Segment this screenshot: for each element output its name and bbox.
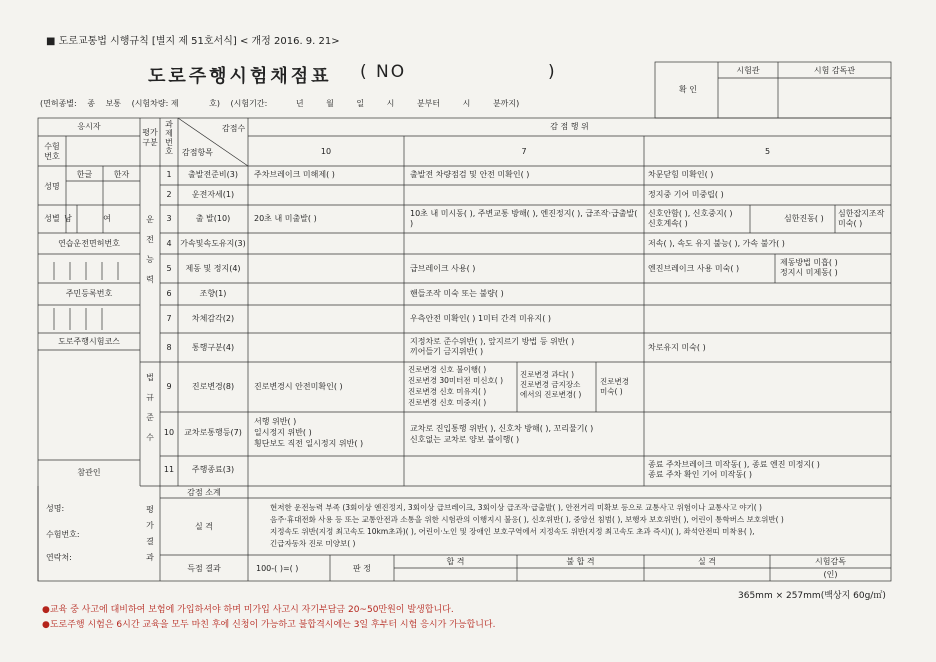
row-3-p7: 10초 내 미시동( ), 주변교통 방해( ), 엔진정지( ), 급조작·급출발( ) xyxy=(410,209,638,228)
category-driving-ability: 운 전 능 력 xyxy=(146,215,154,284)
bottom-contact-label: 연락처: xyxy=(46,553,72,562)
result-category: 평 가 결 과 xyxy=(146,505,154,562)
footnote-insurance: ●교육 중 사고에 대비하여 보험에 가입하셔야 하며 미가입 사고시 자기부담금 20~50만원이 발생합니다. xyxy=(42,605,454,615)
vehicle-unit: 호) xyxy=(209,99,220,108)
period-from: 분부터 xyxy=(416,99,441,108)
deduction-subtotal-label: 감점 소계 xyxy=(187,488,221,497)
exam-number-label: 수험 번호 xyxy=(44,142,60,161)
form-reference: ■ 도로교통법 시행규칙 [별지 제 51호서식] < 개정 2016. 9. 21> xyxy=(46,36,340,47)
row-3-p5b: 심한진동( ) xyxy=(784,214,824,223)
row-9-p10: 진로변경시 안전미확인( ) xyxy=(254,382,343,391)
gender-male: 남 xyxy=(64,214,72,223)
observer-label: 참관인 xyxy=(77,468,101,477)
hanja-label: 한자 xyxy=(113,170,130,179)
period-year: 년 xyxy=(295,99,304,108)
row-10-p10: 서행 위반( ) 일시정지 위반( ) 횡단보도 직전 일시정지 위반( ) xyxy=(254,417,364,448)
exam-supervisor-label: 시험감독 xyxy=(815,557,846,566)
row-1-p7: 출발전 차량점검 및 안전 미확인( ) xyxy=(410,170,530,179)
row-3-p5: 신호안함( ), 신호중지( ) 신호계속( ) xyxy=(648,209,733,228)
row-7-no: 7 xyxy=(166,314,172,323)
row-6-item: 조향(1) xyxy=(199,289,227,298)
gender-female: 여 xyxy=(103,214,111,223)
deduction-points-header: 감점수 xyxy=(222,124,246,133)
row-1-p5: 차문닫힘 미확인( ) xyxy=(648,170,714,179)
category-rule-compliance: 법 규 준 수 xyxy=(146,373,154,442)
row-8-p7: 지정차로 준수위반( ), 앞지르기 방법 등 위반( ) 끼어들기 금지위반( ) xyxy=(410,337,575,356)
practice-license-label: 연습운전면허번호 xyxy=(58,239,120,248)
row-4-p5: 저속( ), 속도 유지 불능( ), 가속 불가( ) xyxy=(648,239,785,248)
course-label: 도로주행시험코스 xyxy=(58,337,120,346)
score-result-label: 득점 결과 xyxy=(187,564,221,573)
row-10-p7: 교차로 진입통행 위반( ), 신호차 방해( ), 꼬리물기( ) 신호없는 교차로 양보 불이행( ) xyxy=(410,424,594,444)
row-5-item: 제동 및 정지(4) xyxy=(185,264,241,273)
row-8-no: 8 xyxy=(166,343,172,352)
row-2-p5: 정지중 기어 미중립( ) xyxy=(648,190,724,199)
pass-label: 합 격 xyxy=(446,557,465,566)
row-7-p7: 우측안전 미확인( ) 1미터 간격 미유지( ) xyxy=(410,314,552,323)
vehicle-label: (시험차량: 제 xyxy=(131,99,179,108)
row-11-p5: 종료 주차브레이크 미작동( ), 종료 엔진 미정지( ) 종료 주차 확인 기어 미작동( ) xyxy=(648,460,820,479)
row-3-p10: 20초 내 미출발( ) xyxy=(254,214,317,223)
bottom-name-label: 성명: xyxy=(46,504,65,513)
row-7-item: 차체감각(2) xyxy=(191,314,235,323)
row-2-no: 2 xyxy=(166,190,172,199)
row-5-p7: 급브레이크 사용( ) xyxy=(410,264,476,273)
title-number-label: ( NO xyxy=(360,62,407,82)
period-month: 월 xyxy=(326,99,334,108)
row-5-p5: 엔진브레이크 사용 미숙( ) xyxy=(648,264,740,273)
row-1-p10: 주차브레이크 미해제( ) xyxy=(254,170,335,179)
row-9-no: 9 xyxy=(166,382,172,391)
period-hour: 시 xyxy=(386,99,395,108)
row-10-no: 10 xyxy=(163,428,175,437)
disqualify-reasons: 현저한 운전능력 부족 (3회이상 엔진정지, 3회이상 급브레이크, 3회이상 급조작·급출발( ), 안전거리 미확보 등으로 교통사고 위험이나 교통사고 야기( ) 음주·휴대전화 사용 등 또는 교통안전과 소통을 위한 시험관의 이행지시 불응( ), 신호위반( ), 중앙선 침범( ), 보행자 보호위반( ), 어린이 통학버스 보호위반( ) 지정속도 위반(지정 최고속도 10km초과)( ), 어린이·노인 및 장애인 보호구역에서 지정속도 위반(지정 최고속도 초과 즉시)( ), 좌석안전띠 미착용( ), 긴급자동차 진로 미양보( ) xyxy=(270,503,784,548)
row-1-item: 출발전준비(3) xyxy=(188,170,238,179)
row-4-item: 가속및속도유지(3) xyxy=(180,239,246,248)
item-number-header: 과 제 번 호 xyxy=(165,120,173,156)
judgment-label: 판 정 xyxy=(353,564,371,573)
approval-label: 확 인 xyxy=(679,85,697,94)
period-to: 분까지) xyxy=(492,99,520,108)
row-2-item: 운전자세(1) xyxy=(191,190,235,199)
row-5-no: 5 xyxy=(166,264,172,273)
points-10-header: 10 xyxy=(320,147,332,156)
points-7-header: 7 xyxy=(521,147,527,156)
eval-category-header: 평가 구분 xyxy=(142,128,158,147)
gender-label: 성별 xyxy=(44,214,60,223)
row-5-p5b: 제동방법 미흡( ) 정지시 미제동( ) xyxy=(780,258,838,277)
deduction-items-header: 감점항목 xyxy=(182,148,213,157)
footnote-exam-eligibility: ●도로주행 시험은 6시간 교육을 모두 마친 후에 신청이 가능하고 불합격시에는 3일 후부터 시험 응시가 가능합니다. xyxy=(42,620,496,630)
period-day: 일 xyxy=(356,99,365,108)
disq-label: 실 격 xyxy=(698,557,716,566)
row-9-p7b: 진로변경 과다( ) 진로변경 금지장소 에서의 진로변경( ) xyxy=(520,370,582,399)
row-11-item: 주행종료(3) xyxy=(191,465,235,474)
seal-mark: (인) xyxy=(823,570,838,579)
row-8-item: 통행구분(4) xyxy=(191,343,235,352)
row-9-p7c: 진로변경 미숙( ) xyxy=(600,377,629,396)
row-6-p7: 핸들조작 미숙 또는 불량( ) xyxy=(410,289,504,298)
title-number-close: ) xyxy=(548,62,555,82)
row-9-p7: 진로변경 신호 불이행( ) 진로변경 30미터전 미신호( ) 진로변경 신호 미유지( ) 진로변경 신호 미중지( ) xyxy=(408,365,503,407)
name-label: 성명 xyxy=(44,182,60,191)
disqualify-label: 실 격 xyxy=(195,522,213,531)
resident-number-label: 주민등록번호 xyxy=(65,289,113,298)
period-label: (시험기간: xyxy=(230,99,268,108)
korean-label: 한글 xyxy=(76,170,93,179)
row-4-no: 4 xyxy=(166,239,172,248)
page-title: 도로주행시험채점표 xyxy=(148,66,332,87)
supervisor-label: 시험 감독관 xyxy=(813,66,856,75)
license-type-label: (면허종별: xyxy=(40,99,77,108)
row-1-no: 1 xyxy=(166,170,172,179)
applicant-label: 응시자 xyxy=(77,122,101,131)
row-9-item: 진로변경(8) xyxy=(191,382,235,391)
points-5-header: 5 xyxy=(764,147,771,156)
row-6-no: 6 xyxy=(166,289,172,298)
row-8-p5: 차로유지 미숙( ) xyxy=(648,343,706,352)
row-3-no: 3 xyxy=(166,214,172,223)
deduction-behavior-header: 감 점 행 위 xyxy=(550,122,589,131)
row-11-no: 11 xyxy=(163,465,175,474)
row-10-item: 교차로통행등(7) xyxy=(184,428,242,437)
bottom-exam-number-label: 수험번호: xyxy=(46,530,80,539)
period-hour2: 시 xyxy=(462,99,471,108)
fail-label: 불 합 격 xyxy=(566,557,595,566)
score-formula: 100-( )=( ) xyxy=(256,564,299,573)
paper-dimensions: 365mm × 257mm(백상지 60g/㎡) xyxy=(738,591,886,601)
examiner-label: 시험관 xyxy=(736,66,760,75)
row-3-p5c: 심한잡지조작미숙( ) xyxy=(838,209,885,228)
license-type-normal: 보통 xyxy=(105,99,122,108)
row-3-item: 출 발(10) xyxy=(195,214,231,223)
license-type-kind: 종 xyxy=(87,99,96,108)
